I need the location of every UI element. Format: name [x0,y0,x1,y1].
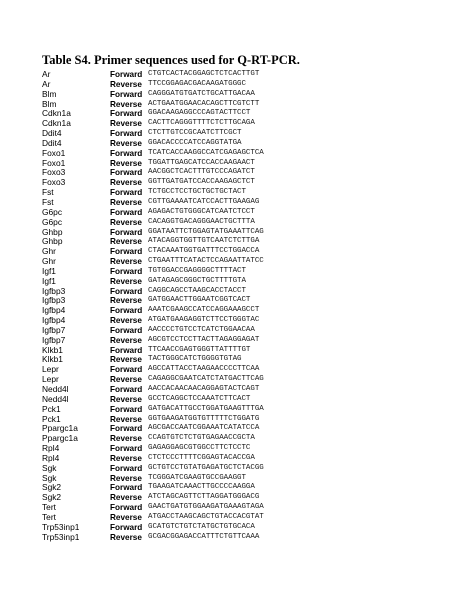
primer-sequence: GGATAATTCTGGAGTATGAAATTCAG [148,227,264,236]
table-row [42,355,442,365]
primer-sequence: CAGAGGCGAATCATCTATGACTTCAG [148,375,264,384]
primer-direction: Forward [110,148,143,158]
primer-direction: Forward [110,286,143,296]
primer-direction: Forward [110,522,143,532]
primer-sequence: CACAGGTGACAGGGAACTGCTTTA [148,217,255,226]
primer-sequence: ATGACCTAAGCAGCTGTACCACGTAT [148,512,264,521]
primer-direction: Forward [110,129,143,139]
gene-name: Klkb1 [42,354,63,365]
primer-direction: Reverse [110,473,142,483]
gene-name: Ghr [42,256,56,267]
primer-direction: Forward [110,70,143,79]
primer-direction: Reverse [110,237,142,247]
table-row [42,90,442,100]
gene-name: Fst [42,187,54,198]
gene-name: Klkb1 [42,344,63,355]
primer-sequence: CACTTCAGGGTTTTCTCTTGCAGA [148,119,255,128]
primer-direction: Reverse [110,375,142,385]
primer-direction: Forward [110,188,143,198]
table-row [42,474,442,484]
primer-sequence: GAACTGATGTGGAAGATGAAAGTAGA [148,503,264,512]
primer-direction: Forward [110,483,143,493]
primer-direction: Reverse [110,434,142,444]
table-row [42,80,442,90]
primer-table [42,70,442,543]
primer-direction: Forward [110,109,143,119]
primer-direction: Reverse [110,355,142,365]
primer-sequence: CTGTCACTACGGAGCTCTCACTTGT [148,70,260,78]
primer-direction: Forward [110,325,143,335]
table-row [42,287,442,297]
table-row [42,70,442,80]
primer-direction: Reverse [110,99,142,109]
primer-sequence: GGACAAGAGGCCCAGTACTTCCT [148,109,251,118]
table-row [42,296,442,306]
primer-sequence: TGAAGATCAAACTTGCCCCAAGGA [148,483,255,492]
primer-direction: Reverse [110,296,142,306]
table-row [42,218,442,228]
gene-name: Sgk [42,462,57,473]
primer-direction: Reverse [110,335,142,345]
primer-sequence: ATCTAGCAGTTCTTAGGATGGGACG [148,493,260,502]
table-row [42,316,442,326]
table-row [42,415,442,425]
primer-sequence: AACCCCTGTCCTCATCTGGAACAA [148,325,255,334]
primer-direction: Reverse [110,394,142,404]
primer-sequence: GCCTCAGGCTCCAAATCTTCACT [148,394,251,403]
gene-name: Igfbp3 [42,285,66,296]
table-row [42,129,442,139]
table-row [42,434,442,444]
primer-sequence: AACCACAACAACAGGAGTACTCAGT [148,385,260,393]
primer-sequence: GCATGTCTGTCTATGCTGTGCACA [148,522,255,531]
primer-direction: Reverse [110,197,142,207]
gene-name: Igfbp4 [42,315,66,326]
primer-sequence: AGAGACTGTGGGCATCAATCTCCT [148,207,255,216]
gene-name: Sgk [42,472,57,483]
primer-sequence: CGTTGAAAATCATCCACTTGAAGAG [148,197,260,206]
primer-direction: Reverse [110,316,142,326]
primer-direction: Reverse [110,532,142,542]
primer-sequence: GCGACGGAGACCATTTCTGTTCAAA [148,532,260,541]
gene-name: Cdkn1a [42,118,71,129]
primer-direction: Forward [110,444,143,454]
primer-sequence: TCGGGATCGAAGTGCCGAAGGT [148,473,246,482]
gene-name: Blm [42,88,57,99]
table-row [42,326,442,336]
primer-sequence: GGTTGATGATCCACCAAGAGCTCT [148,178,255,187]
gene-name: Ddit4 [42,137,62,148]
primer-direction: Reverse [110,493,142,503]
gene-name: Trp53inp1 [42,531,80,542]
primer-sequence: GGACACCCCATCCAGGTATGA [148,138,242,147]
primer-sequence: TCATCACCAAGGCCATCGAGAGCTCA [148,148,264,157]
primer-direction: Forward [110,503,143,513]
primer-sequence: GATAGAGCGGGCTGCTTTTGTA [148,276,246,285]
gene-name: Foxo3 [42,177,66,188]
gene-name: Igfbp3 [42,295,66,306]
primer-direction: Reverse [110,257,142,267]
gene-name: Nedd4l [42,384,69,394]
gene-name: Foxo3 [42,167,66,178]
primer-direction: Reverse [110,158,142,168]
primer-direction: Forward [110,345,143,355]
gene-name: Igf1 [42,265,56,276]
primer-sequence: GCTGTCCTGTATGAGATGCTCTACGG [148,463,264,472]
table-row [42,247,442,257]
table-row [42,523,442,533]
primer-sequence: CTCTCCCTTTTCGGAGTACACCGA [148,453,255,462]
gene-name: Trp53inp1 [42,521,80,532]
gene-name: Ppargc1a [42,433,78,444]
table-row [42,188,442,198]
primer-direction: Reverse [110,217,142,227]
table-row [42,277,442,287]
primer-sequence: TTCCGGAGACGACAAGATGGGC [148,79,246,88]
gene-name: Fst [42,196,54,207]
table-row [42,395,442,405]
primer-sequence: ATACAGGTGGTTGTCAATCTCTTGA [148,237,260,246]
gene-name: Lepr [42,374,59,385]
table-row [42,365,442,375]
gene-name: Ghbp [42,226,63,237]
primer-direction: Reverse [110,453,142,463]
gene-name: Blm [42,98,57,109]
gene-name: Tert [42,502,56,513]
table-row [42,503,442,513]
gene-name: Ghr [42,246,56,257]
primer-sequence: TACTGGGCATCTGGGGTGTAG [148,355,242,364]
gene-name: Igfbp7 [42,334,66,345]
gene-name: Rpl4 [42,443,60,454]
table-row [42,454,442,464]
table-row [42,306,442,316]
table-row [42,119,442,129]
primer-direction: Forward [110,266,143,276]
gene-name: Pck1 [42,413,61,424]
primer-sequence: TGGATTGAGCATCCACCAAGAACT [148,158,255,167]
table-row [42,198,442,208]
primer-direction: Reverse [110,119,142,129]
gene-name: Ghbp [42,236,63,247]
table-row [42,493,442,503]
gene-name: G6pc [42,206,63,217]
table-row [42,149,442,159]
table-row [42,100,442,110]
primer-direction: Reverse [110,512,142,522]
table-row [42,228,442,238]
primer-direction: Forward [110,89,143,99]
gene-name: Tert [42,511,56,522]
primer-sequence: GAGAGGAGCGTGGCCTTCTCCTC [148,444,251,453]
primer-direction: Forward [110,424,143,434]
table-row [42,346,442,356]
primer-direction: Reverse [110,79,142,89]
gene-name: Ppargc1a [42,423,78,434]
table-row [42,385,442,395]
gene-name: Foxo1 [42,147,66,158]
primer-direction: Reverse [110,138,142,148]
table-row [42,336,442,346]
gene-name: Igf1 [42,275,56,286]
gene-name: G6pc [42,216,63,227]
table-row [42,257,442,267]
table-row [42,405,442,415]
primer-direction: Forward [110,463,143,473]
table-row [42,208,442,218]
primer-sequence: AAATCGAAGCCATCCAGGAAAGCCT [148,306,260,315]
primer-sequence: AACGGCTCACTTTGTCCCAGATCT [148,168,255,177]
primer-sequence: GATGGAACTTGGAATCGGTCACT [148,296,251,305]
primer-direction: Reverse [110,276,142,286]
primer-sequence: TCTGCCTCCTGCTGCTGCTACT [148,188,246,197]
primer-sequence: TTCAACCGAGTGGGTTATTTTGT [148,345,251,354]
table-title: Table S4. Primer sequences used for Q-RT-PCR. [42,53,300,67]
primer-direction: Forward [110,227,143,237]
table-row [42,267,442,277]
primer-sequence: GATGACATTGCCTGGATGAAGTTTGA [148,404,264,413]
primer-sequence: GGTGAAGATGGTGTTTTTCTGGATG [148,414,260,423]
table-row [42,513,442,523]
primer-sequence: CTCTTGTCCGCAATCTTCGCT [148,129,242,138]
gene-name: Igfbp7 [42,324,66,335]
primer-direction: Forward [110,306,143,316]
primer-sequence: CCAGTGTCTCTGTGAGAACCGCTA [148,434,255,443]
primer-sequence: TGTGGACCGAGGGGCTTTTACT [148,266,246,275]
gene-name: Pck1 [42,403,61,414]
table-row [42,483,442,493]
table-row [42,375,442,385]
primer-direction: Forward [110,365,143,375]
gene-name: Ar [42,78,51,89]
primer-direction: Reverse [110,178,142,188]
table-row [42,464,442,474]
primer-sequence: CTACAAATGGTGATTTCCTGGACCA [148,247,260,256]
primer-direction: Forward [110,385,143,394]
table-row [42,444,442,454]
primer-sequence: AGCCATTACCTAAGAACCCCTTCAA [148,365,260,374]
table-row [42,178,442,188]
primer-sequence: CAGGGATGTGATCTGCATTGACAA [148,89,255,98]
table-row [42,159,442,169]
primer-direction: Forward [110,404,143,414]
primer-sequence: ACTGAATGGAACACAGCTTCGTCTT [148,99,260,108]
primer-sequence: AGCGTCCTCCTTACTTAGAGGAGAT [148,335,260,344]
gene-name: Sgk2 [42,482,62,493]
table-row [42,533,442,543]
table-row [42,424,442,434]
table-row [42,168,442,178]
primer-sequence: AGCGACCAATCGGAAATCATATCCA [148,424,260,433]
primer-direction: Forward [110,247,143,257]
primer-direction: Forward [110,207,143,217]
gene-name: Igfbp4 [42,305,66,316]
gene-name: Foxo1 [42,157,66,168]
table-row [42,109,442,119]
gene-name: Cdkn1a [42,108,71,119]
primer-direction: Reverse [110,414,142,424]
gene-name: Nedd4l [42,393,69,404]
gene-name: Ar [42,69,51,79]
table-row [42,237,442,247]
table-row [42,139,442,149]
primer-sequence: CTGAATTTCATACTCCAGAATTATCC [148,257,264,266]
gene-name: Lepr [42,364,59,375]
primer-sequence: CAGGCAGCCTAAGCACCTACCT [148,286,246,295]
gene-name: Rpl4 [42,452,60,463]
gene-name: Sgk2 [42,492,62,503]
primer-sequence: ATGATGAAGAGGTCTTCCTGGGTAC [148,316,260,325]
primer-direction: Forward [110,168,143,178]
gene-name: Ddit4 [42,128,62,139]
